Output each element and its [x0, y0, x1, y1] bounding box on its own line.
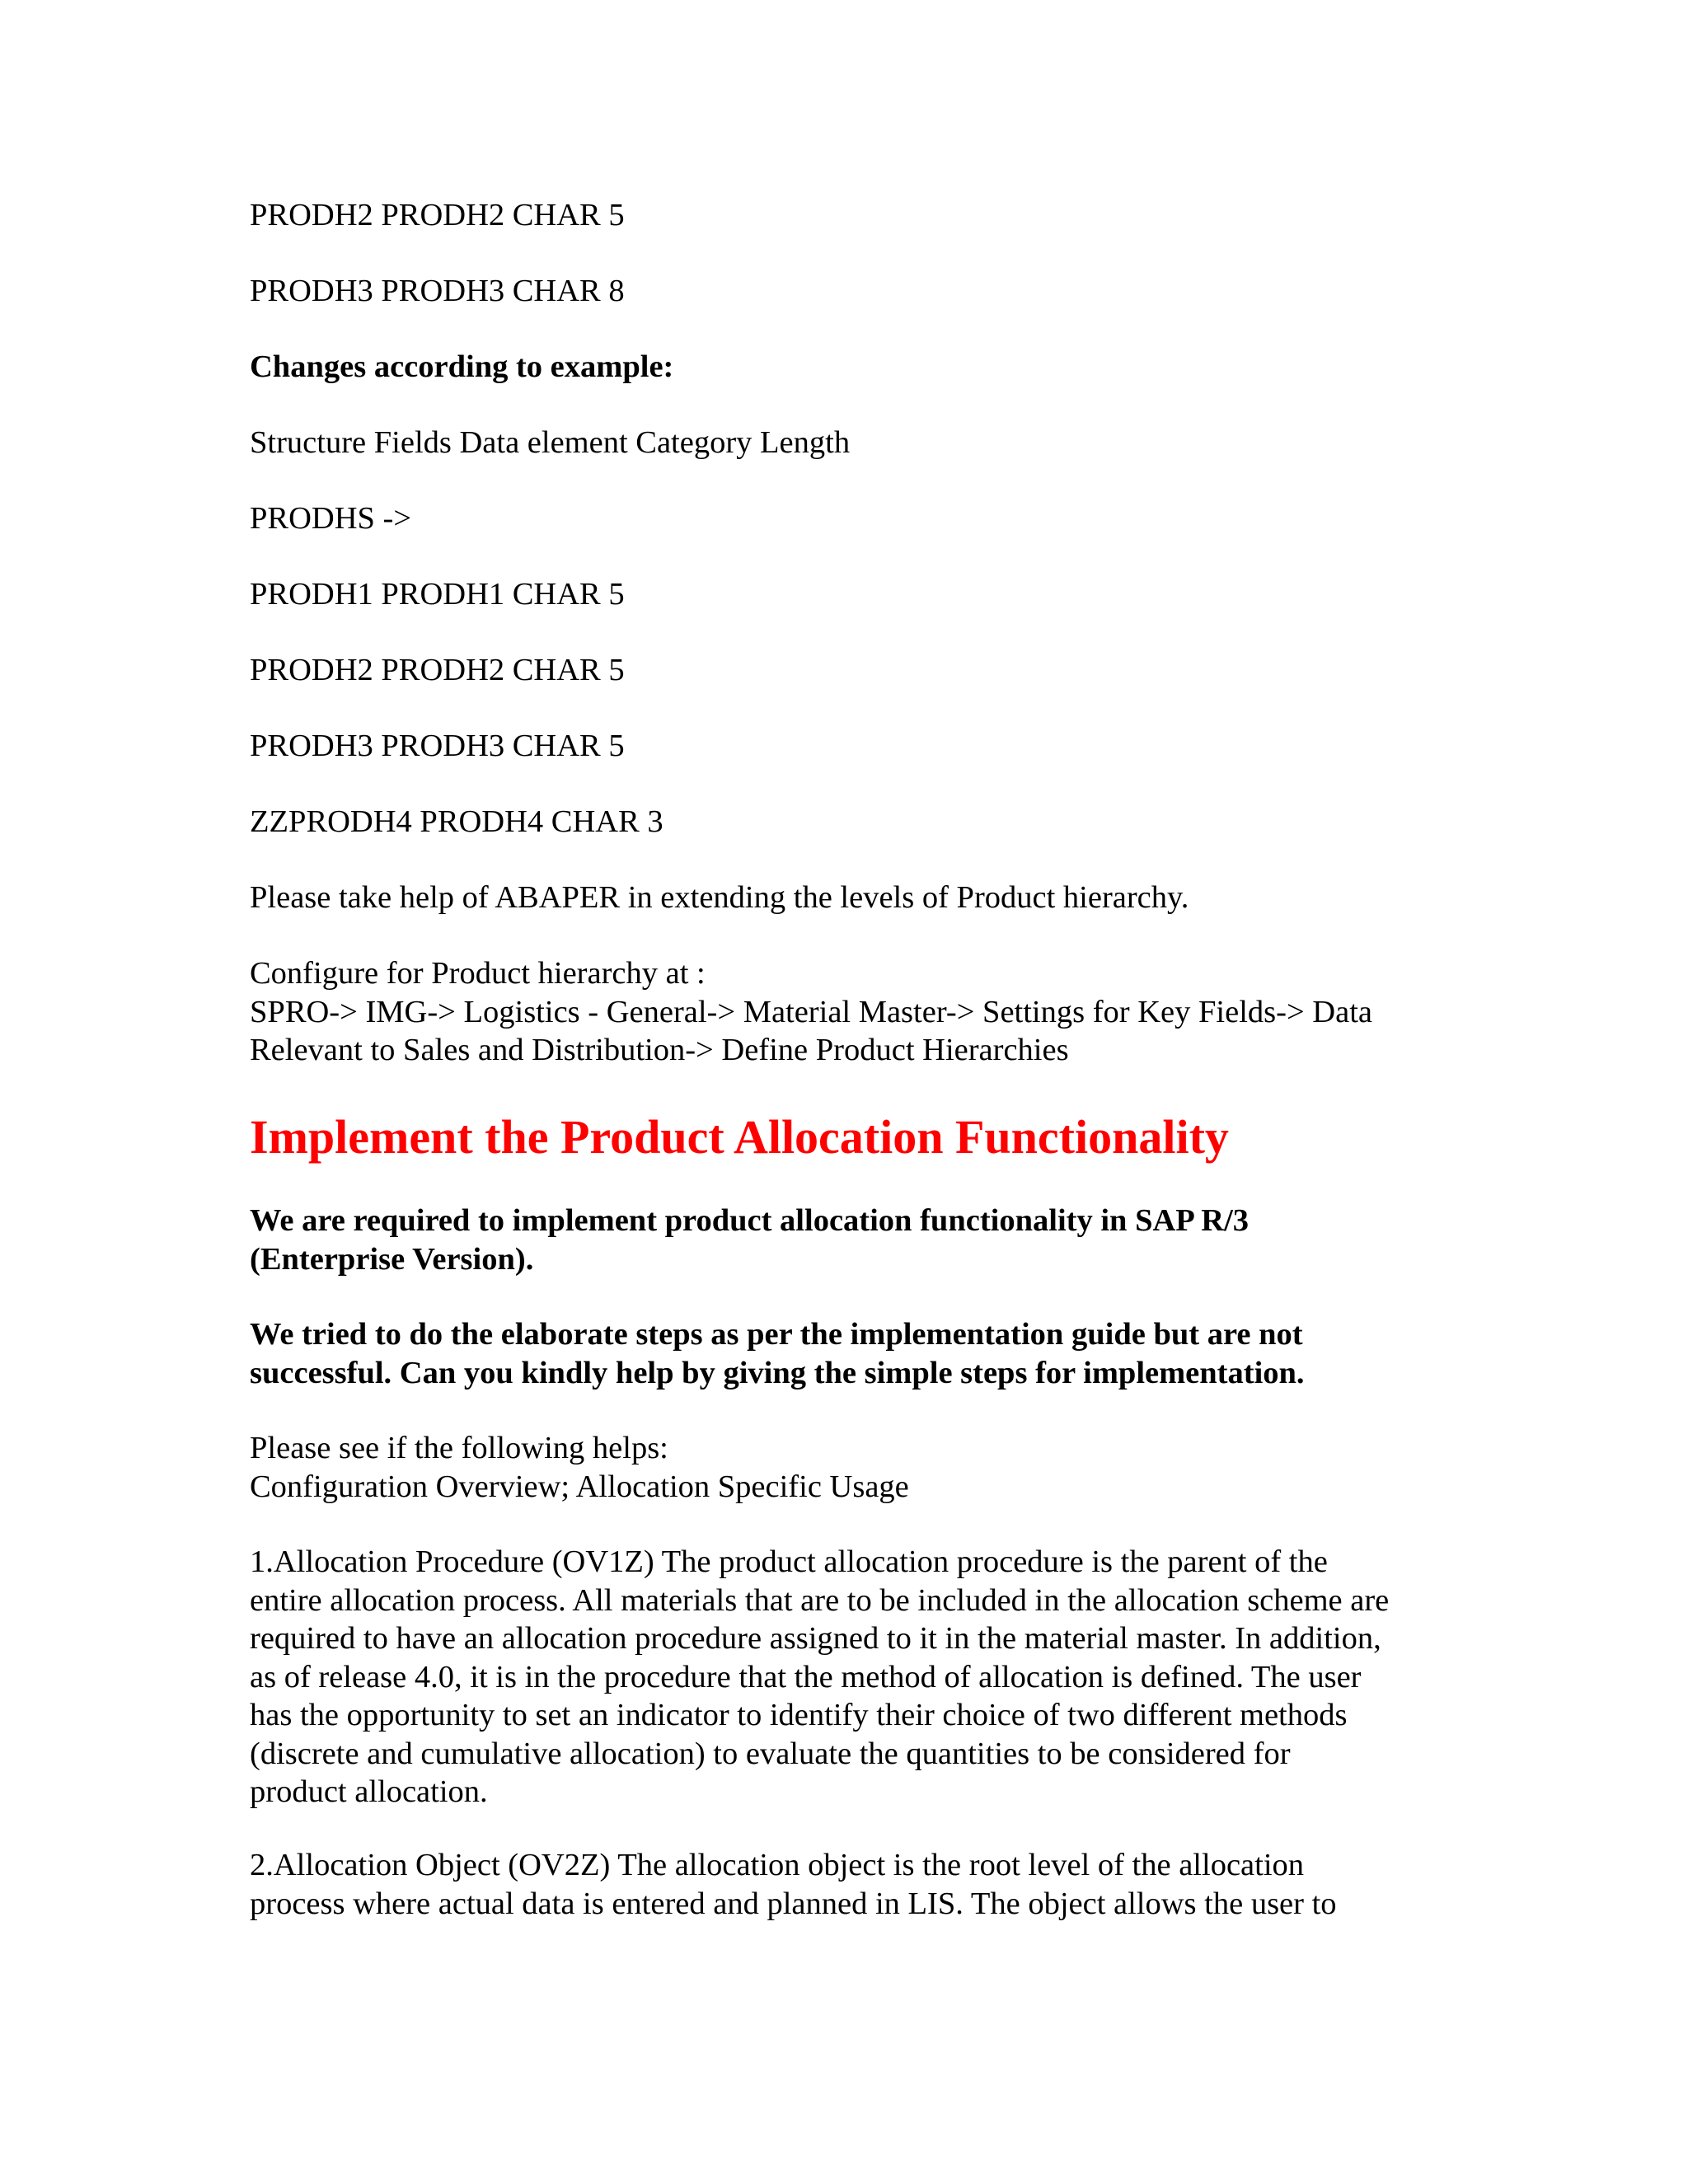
section-title: Implement the Product Allocation Functionality	[250, 1110, 1229, 1164]
paragraph-line: (discrete and cumulative allocation) to evaluate the quantities to be considered for	[250, 1736, 1291, 1771]
step-2-paragraph	[250, 1846, 1337, 1923]
paragraph-line: successful. Can you kindly help by giving the simple steps for implementation.	[250, 1355, 1305, 1390]
structure-row: PRODH3 PRODH3 CHAR 8	[250, 274, 625, 308]
paragraph-line: 2.Allocation Object (OV2Z) The allocation object is the root level of the allocation	[250, 1848, 1305, 1882]
paragraph-line: 1.Allocation Procedure (OV1Z) The product allocation procedure is the parent of the	[250, 1544, 1328, 1579]
changes-heading: Changes according to example:	[250, 349, 674, 384]
paragraph-line: entire allocation process. All materials that are to be included in the allocation scheme are	[250, 1582, 1390, 1618]
structure-name: PRODHS ->	[250, 501, 412, 536]
structure-row: PRODH3 PRODH3 CHAR 5	[250, 729, 625, 763]
paragraph-line: SPRO-> IMG-> Logistics - General-> Material Master-> Settings for Key Fields-> Data	[250, 994, 1372, 1029]
structure-row: PRODH1 PRODH1 CHAR 5	[250, 577, 625, 612]
paragraph-line: Configure for Product hierarchy at :	[250, 956, 706, 991]
paragraph-line: (Enterprise Version).	[250, 1241, 534, 1277]
structure-row: PRODH2 PRODH2 CHAR 5	[250, 198, 625, 232]
configure-paragraph	[250, 954, 1372, 1070]
structure-row: ZZPRODH4 PRODH4 CHAR 3	[250, 804, 663, 839]
paragraph-line: as of release 4.0, it is in the procedure that the method of allocation is defined. The user	[250, 1659, 1362, 1694]
structure-header: Structure Fields Data element Category Length	[250, 425, 851, 460]
paragraph-line: process where actual data is entered and planned in LIS. The object allows the user to	[250, 1886, 1337, 1921]
paragraph-line: Configuration Overview; Allocation Specific Usage	[250, 1469, 909, 1504]
paragraph-line: required to have an allocation procedure assigned to it in the material master. In addition,	[250, 1621, 1381, 1656]
abaper-note: Please take help of ABAPER in extending the levels of Product hierarchy.	[250, 880, 1189, 915]
paragraph-line: has the opportunity to set an indicator to identify their choice of two different methods	[250, 1698, 1348, 1732]
question-paragraph-2	[250, 1315, 1305, 1392]
step-1-paragraph	[250, 1543, 1389, 1811]
structure-row: PRODH2 PRODH2 CHAR 5	[250, 653, 625, 687]
answer-intro	[250, 1429, 909, 1506]
paragraph-line: Relevant to Sales and Distribution-> Define Product Hierarchies	[250, 1033, 1069, 1067]
paragraph-line: We tried to do the elaborate steps as per the implementation guide but are not	[250, 1317, 1303, 1352]
question-paragraph-1	[250, 1202, 1249, 1278]
paragraph-line: Please see if the following helps:	[250, 1431, 668, 1465]
paragraph-line: product allocation.	[250, 1774, 488, 1809]
paragraph-line: We are required to implement product allocation functionality in SAP R/3	[250, 1203, 1250, 1238]
